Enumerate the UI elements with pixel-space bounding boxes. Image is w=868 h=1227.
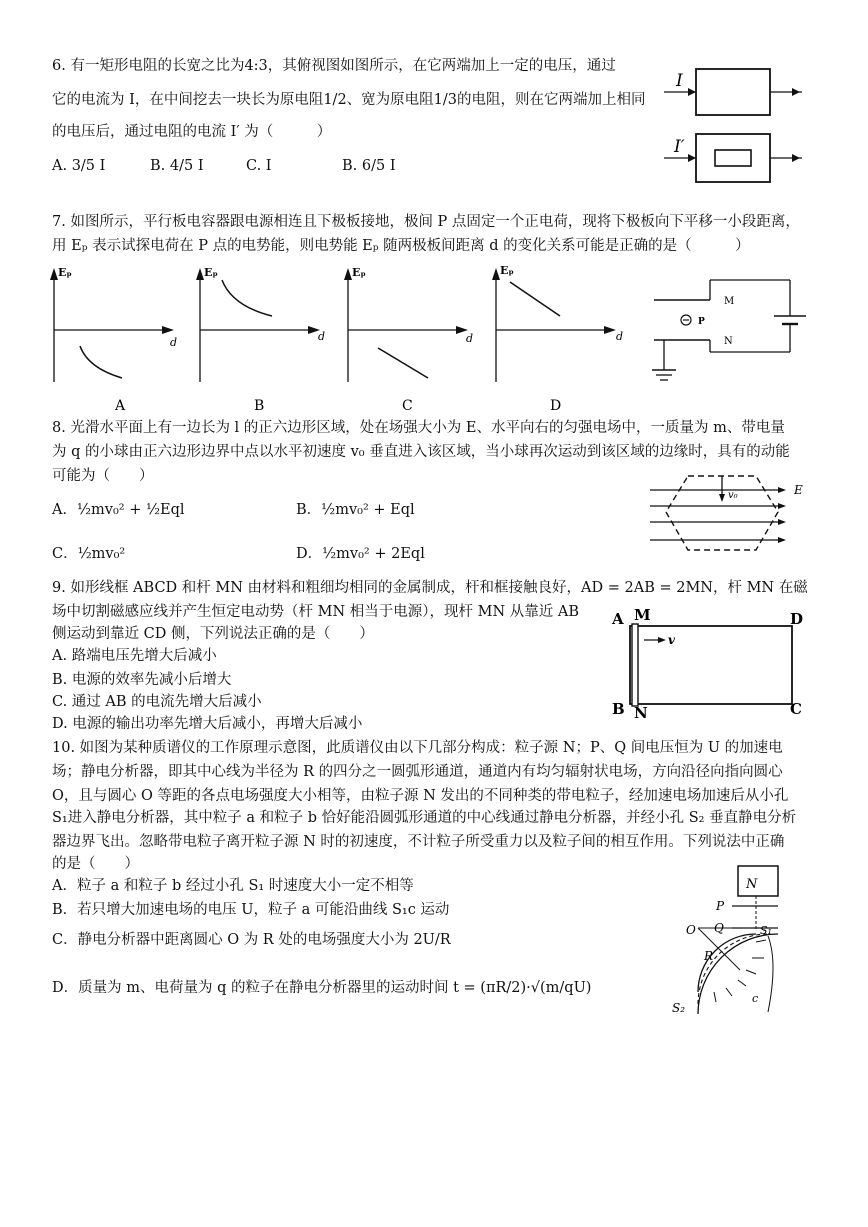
q10-option-a[interactable]: A．粒子 a 和粒子 b 经过小孔 S₁ 时速度大小一定不相等 xyxy=(52,878,414,894)
q8-label-v0: v₀ xyxy=(728,490,738,501)
q8-label-e: E xyxy=(794,483,803,497)
q10-stem-line-5: 器边界飞出。忽略带电粒子离开粒子源 N 时的初速度，不计粒子所受重力以及粒子间的相互作用。下列说法中正确 xyxy=(52,834,785,850)
q7-label-p: P xyxy=(698,317,705,327)
q9-label-a: A xyxy=(612,610,624,628)
q8-hexagon-field-figure xyxy=(648,470,820,562)
q9-label-b: B xyxy=(612,700,625,718)
q7-graphs xyxy=(40,262,640,414)
q9-label-d: D xyxy=(790,610,804,628)
q6-stem-line-2: 它的电流为 I，在中间挖去一块长为原电阻1/2、宽为原电阻1/3的电阻，则在它两端加上相同 xyxy=(52,92,646,108)
q7-a-axis-y: Eₚ xyxy=(58,266,72,279)
q6-option-c[interactable]: C. I xyxy=(246,158,272,174)
q10-label-p: P xyxy=(716,899,725,913)
q6-resistor-figure xyxy=(662,58,807,190)
q6-option-b[interactable]: B. 4/5 I xyxy=(150,158,204,174)
q9-option-b[interactable]: B. 电源的效率先减小后增大 xyxy=(52,672,232,688)
q7-c-axis-x: d xyxy=(466,332,474,345)
q10-stem-line-6: 的是（ ） xyxy=(52,856,139,872)
q10-stem-line-2: 场；静电分析器，即其中心线为半径为 R 的四分之一圆弧形通道，通道内有均匀辐射状电场，方向沿径向指向圆心 xyxy=(52,764,783,780)
q6-label-i-prime: I′ xyxy=(674,137,685,157)
q7-d-axis-y: Eₚ xyxy=(500,264,514,277)
q6-label-i: I xyxy=(676,71,683,91)
q10-stem-line-3: O，且与圆心 O 等距的各点电场强度大小相等，由粒子源 N 发出的不同种类的带电粒子，经加速电场加速后从小孔 xyxy=(52,788,789,804)
q7-label-n: N xyxy=(724,336,733,347)
q9-label-n: N xyxy=(634,704,648,722)
q8-stem-line-1: 8. 光滑水平面上有一边长为 l 的正六边形区域，处在场强大小为 E、水平向右的匀强电场中，一质量为 m、带电量 xyxy=(52,420,785,436)
q6-stem-line-1: 6. 有一矩形电阻的长宽之比为4:3，其俯视图如图所示，在它两端加上一定的电压，通过 xyxy=(52,58,616,74)
q8-option-b[interactable]: B．½mv₀² + Eql xyxy=(296,502,415,518)
q7-a-axis-x: d xyxy=(170,336,178,349)
q7-label-a: A xyxy=(115,398,126,414)
q8-option-c[interactable]: C．½mv₀² xyxy=(52,546,126,562)
q9-frame-figure xyxy=(608,604,808,722)
q10-label-o: O xyxy=(686,923,696,937)
q7-label-m: M xyxy=(724,296,735,307)
q9-option-a[interactable]: A. 路端电压先增大后减小 xyxy=(52,648,217,664)
q7-b-axis-y: Eₚ xyxy=(204,266,218,279)
q6-option-a[interactable]: A. 3/5 I xyxy=(52,158,106,174)
q9-stem-line-1: 9. 如形线框 ABCD 和杆 MN 由材料和粗细均相同的金属制成，杆和框接触良好，AD = 2AB = 2MN，杆 MN 在磁 xyxy=(52,580,808,596)
q10-option-d[interactable]: D．质量为 m、电荷量为 q 的粒子在静电分析器里的运动时间 t = (πR/2)·√(m/qU) xyxy=(52,980,592,996)
q10-option-b[interactable]: B．若只增大加速电场的电压 U，粒子 a 可能沿曲线 S₁c 运动 xyxy=(52,902,450,918)
q9-stem-line-3: 侧运动到靠近 CD 侧，下列说法正确的是（ ） xyxy=(52,626,374,642)
q8-stem-line-3: 可能为（ ） xyxy=(52,468,154,484)
q10-label-c: c xyxy=(752,992,759,1005)
q7-graph-c xyxy=(344,266,473,414)
q7-c-axis-y: Eₚ xyxy=(352,266,366,279)
q10-option-c[interactable]: C．静电分析器中距离圆心 O 为 R 处的电场强度大小为 2U/R xyxy=(52,932,451,948)
q10-stem-line-1: 10. 如图为某种质谱仪的工作原理示意图，此质谱仪由以下几部分构成：粒子源 N；P、Q 间电压恒为 U 的加速电 xyxy=(52,740,783,756)
q10-label-s2: S₂ xyxy=(672,1001,686,1015)
q10-label-n: N xyxy=(746,877,758,892)
q9-label-m: M xyxy=(634,606,651,624)
q7-label-b: B xyxy=(254,398,265,414)
q7-stem-line-2: 用 Eₚ 表示试探电荷在 P 点的电势能，则电势能 Eₚ 随两极板间距离 d 的变化关系可能是正确的是（ ） xyxy=(52,238,750,254)
q10-label-s1: S₁ xyxy=(760,924,772,937)
q10-label-q: Q xyxy=(714,921,724,935)
q10-label-r: R xyxy=(704,949,714,963)
q10-stem-line-4: S₁进入静电分析器，其中粒子 a 和粒子 b 恰好能沿圆弧形通道的中心线通过静电分析器，并经小孔 S₂ 垂直静电分析 xyxy=(52,810,797,826)
q7-label-d: D xyxy=(550,398,562,414)
q8-option-a[interactable]: A．½mv₀² + ½Eql xyxy=(52,502,185,518)
q7-graph-b xyxy=(196,266,325,414)
q10-mass-spectrometer-figure xyxy=(668,862,808,1022)
q6-stem-line-3: 的电压后，通过电阻的电流 I′ 为（ ） xyxy=(52,124,332,140)
q9-stem-line-2: 场中切割磁感应线并产生恒定电动势（杆 MN 相当于电源），现杆 MN 从靠近 AB xyxy=(52,604,579,620)
q9-label-c: C xyxy=(790,700,802,718)
q8-stem-line-2: 为 q 的小球由正六边形边界中点以水平初速度 v₀ 垂直进入该区域，当小球再次运动到该区域的边缘时，具有的动能 xyxy=(52,444,790,460)
q7-capacitor-circuit xyxy=(640,270,820,392)
q6-option-d[interactable]: B. 6/5 I xyxy=(342,158,396,174)
q7-b-axis-x: d xyxy=(318,330,326,343)
q9-label-v: v xyxy=(668,633,675,647)
q7-label-c: C xyxy=(402,398,413,414)
q7-stem-line-1: 7. 如图所示，平行板电容器跟电源相连且下极板接地，极间 P 点固定一个正电荷，现将下极板向下平移一小段距离， xyxy=(52,214,800,230)
q7-graph-a xyxy=(50,266,177,414)
q7-graph-d xyxy=(492,264,623,414)
q7-d-axis-x: d xyxy=(616,330,624,343)
q8-option-d[interactable]: D．½mv₀² + 2Eql xyxy=(296,546,425,562)
q9-option-c[interactable]: C. 通过 AB 的电流先增大后减小 xyxy=(52,694,262,710)
q9-option-d[interactable]: D. 电源的输出功率先增大后减小，再增大后减小 xyxy=(52,716,363,732)
